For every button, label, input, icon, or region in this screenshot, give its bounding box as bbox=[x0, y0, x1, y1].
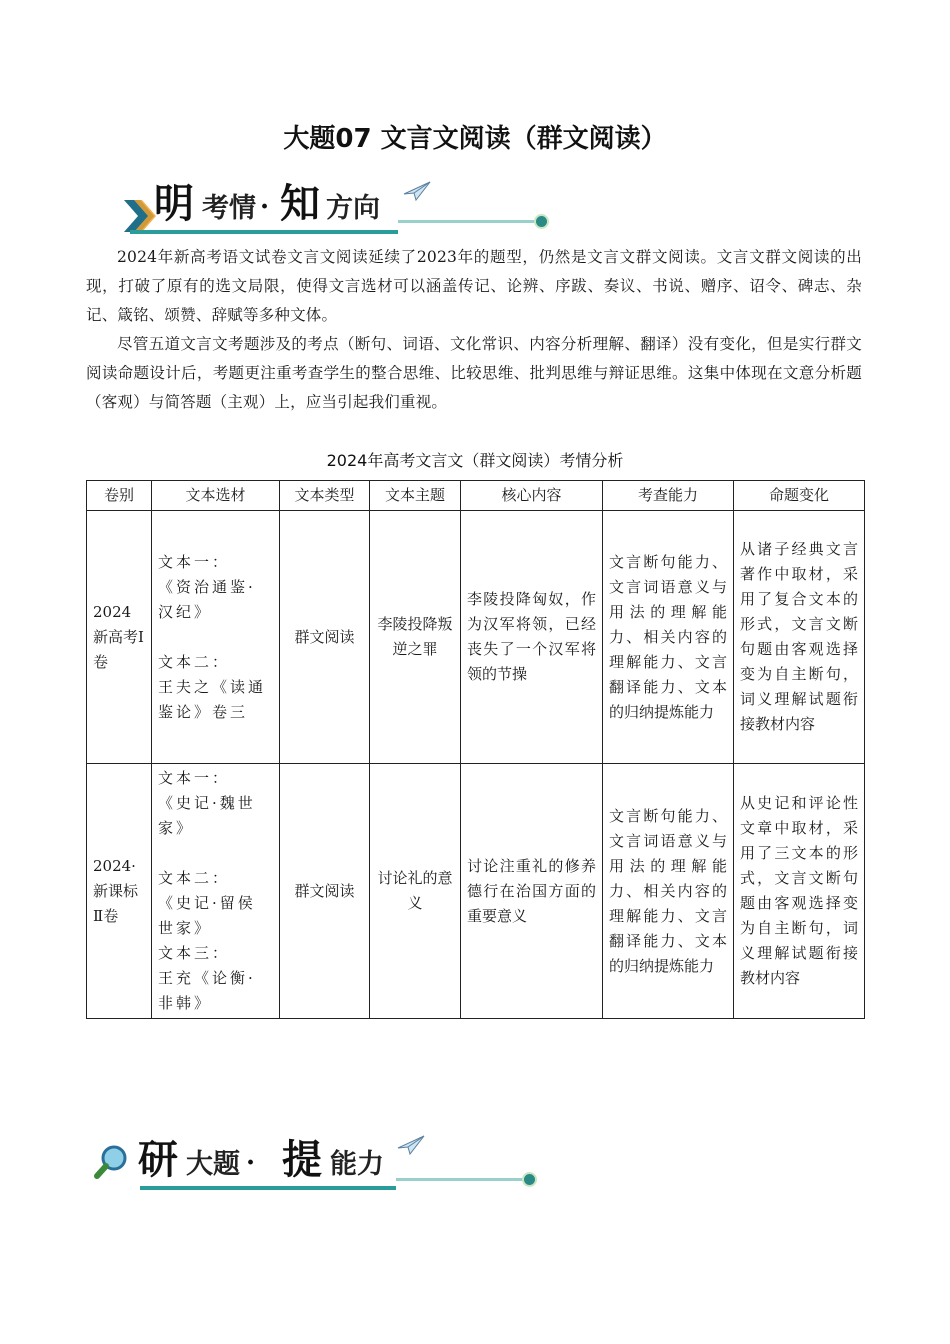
nengli-cell: 文言断句能力、文言词语意义与用法的理解能力、相关内容的理解能力、文言翻译能力、文本的归纳提炼能力 bbox=[603, 511, 734, 764]
xuancai-line: 文本三： bbox=[158, 944, 231, 962]
banner-big-char-1: 明 bbox=[154, 180, 194, 227]
intro-paragraph-2: 尽管五道文言文考题涉及的考点（断句、词语、文化常识、内容分析理解、翻译）没有变化，但是实行群文阅读命题设计后，考题更注重考查学生的整合思维、比较思维、批判思维与辩证思维。这集中体现在文意分析题（客观）与简答题（主观）上，应当引起我们重视。 bbox=[86, 335, 862, 411]
xuancai-line: 《资治通鉴·汉纪》 bbox=[158, 577, 256, 621]
table-header-cell: 文本主题 bbox=[370, 481, 461, 511]
table-caption: 2024年高考文言文（群文阅读）考情分析 bbox=[326, 451, 624, 470]
banner-big-char-1: 研 bbox=[138, 1136, 178, 1183]
paper-plane-icon bbox=[396, 1134, 426, 1156]
leixing-cell: 群文阅读 bbox=[280, 764, 370, 1019]
xuancai-line: 文本二： bbox=[158, 869, 231, 887]
banner-small-text-2: 能力 bbox=[330, 1149, 384, 1180]
xuancai-cell bbox=[152, 764, 280, 1019]
section-banner-ability bbox=[90, 1130, 560, 1190]
nengli-cell: 文言断句能力、文言词语意义与用法的理解能力、相关内容的理解能力、文言翻译能力、文本的归纳提炼能力 bbox=[603, 764, 734, 1019]
magnifier-icon bbox=[92, 1142, 132, 1182]
juan-cell: 2024·新课标Ⅱ卷 bbox=[87, 764, 152, 1019]
banner-small-text-1: 考情 bbox=[202, 193, 256, 224]
xuancai-line: 《史记·魏世家》 bbox=[158, 794, 256, 837]
table-header-cell: 考查能力 bbox=[603, 481, 734, 511]
zhuti-cell: 讨论礼的意义 bbox=[370, 764, 461, 1019]
banner-dot: · bbox=[246, 1148, 256, 1178]
table-header-cell: 核心内容 bbox=[461, 481, 603, 511]
xuancai-line: 文本一： bbox=[158, 552, 231, 571]
neirong-cell: 李陵投降匈奴，作为汉军将领，已经丧失了一个汉军将领的节操 bbox=[461, 511, 603, 764]
banner-underline-thin bbox=[396, 1178, 526, 1181]
neirong-cell: 讨论注重礼的修养德行在治国方面的重要意义 bbox=[461, 764, 603, 1019]
paper-plane-icon bbox=[402, 180, 432, 202]
xuancai-line bbox=[158, 625, 273, 650]
banner-end-dot bbox=[534, 214, 549, 229]
table-header-row bbox=[87, 481, 865, 511]
banner-end-dot bbox=[522, 1172, 537, 1187]
analysis-table bbox=[86, 480, 865, 1019]
banner-small-text-1: 大题 bbox=[186, 1149, 240, 1180]
leixing-cell: 群文阅读 bbox=[280, 511, 370, 764]
table-row bbox=[87, 764, 865, 1019]
table-row bbox=[87, 511, 865, 764]
page-title: 大题07 文言文阅读（群文阅读） bbox=[283, 124, 667, 154]
section-banner-exam-analysis bbox=[90, 174, 560, 234]
table-header-cell: 文本类型 bbox=[280, 481, 370, 511]
bianhua-cell: 从史记和评论性文章中取材，采用了三文本的形式，文言文断句题由客观选择变为自主断句，词义理解试题衔接教材内容 bbox=[734, 764, 865, 1019]
table-header-cell: 文本选材 bbox=[152, 481, 280, 511]
banner-big-char-2: 知 bbox=[280, 180, 320, 227]
banner-dot: · bbox=[260, 192, 270, 222]
xuancai-line: 文本二： bbox=[158, 652, 231, 671]
xuancai-line: 王充《论衡·非韩》 bbox=[158, 969, 256, 1012]
xuancai-line: 文本一： bbox=[158, 769, 231, 787]
bianhua-cell: 从诸子经典文言著作中取材，采用了复合文本的形式，文言文断句题由客观选择变为自主断句，词义理解试题衔接教材内容 bbox=[734, 511, 865, 764]
banner-underline bbox=[130, 230, 398, 234]
xuancai-line: 王夫之《读通鉴论》卷三 bbox=[158, 677, 267, 721]
banner-small-text-2: 方向 bbox=[326, 193, 380, 224]
intro-paragraph-1: 2024年新高考语文试卷文言文阅读延续了2023年的题型，仍然是文言文群文阅读。文言文群文阅读的出现，打破了原有的选文局限，使得文言选材可以涵盖传记、论辨、序跋、奏议、书说、赠序、诏令、碑志、杂记、箴铭、颂赞、辞赋等多种文体。 bbox=[86, 248, 862, 324]
table-header-cell: 命题变化 bbox=[734, 481, 865, 511]
banner-big-char-2: 提 bbox=[282, 1136, 322, 1183]
banner-underline bbox=[140, 1186, 396, 1190]
table-header-cell: 卷别 bbox=[87, 481, 152, 511]
xuancai-cell bbox=[152, 511, 280, 764]
banner-underline-thin bbox=[398, 220, 540, 223]
juan-cell: 2024新高考Ⅰ卷 bbox=[87, 511, 152, 764]
xuancai-line bbox=[158, 841, 273, 866]
zhuti-cell: 李陵投降叛逆之罪 bbox=[370, 511, 461, 764]
xuancai-line: 《史记·留侯世家》 bbox=[158, 894, 256, 937]
